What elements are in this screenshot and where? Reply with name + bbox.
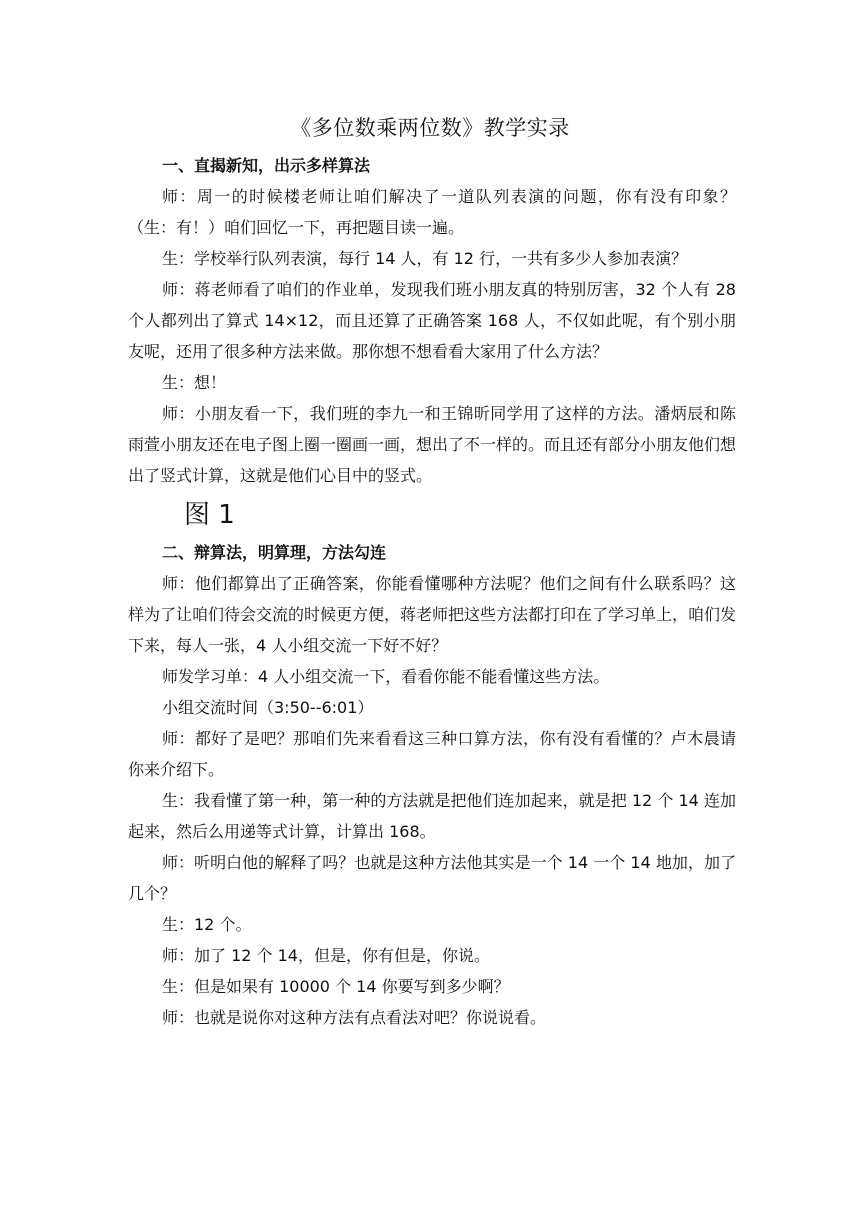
paragraph: 师：都好了是吧？那咱们先来看看这三种口算方法，你有没有看懂的？卢木晨请你来介绍下。 (128, 729, 736, 779)
paragraph: 师发学习单：4 人小组交流一下，看看你能不能看懂这些方法。 (162, 667, 610, 686)
document-body (128, 150, 736, 1033)
paragraph: 小组交流时间（3:50--6:01） (162, 698, 374, 717)
paragraph: 师：加了 12 个 14，但是，你有但是，你说。 (162, 946, 490, 965)
paragraph: 师：小朋友看一下，我们班的李九一和王锦昕同学用了这样的方法。潘炳辰和陈雨萱小朋友还在电子图上圈一圈画一画，想出了不一样的。而且还有部分小朋友他们想出了竖式计算，这就是他们心目中的竖式。 (128, 404, 737, 485)
paragraph: 生：学校举行队列表演，每行 14 人，有 12 行，一共有多少人参加表演？ (162, 249, 688, 268)
paragraph: 师：他们都算出了正确答案，你能看懂哪种方法呢？他们之间有什么联系吗？这样为了让咱们待会交流的时候更方便，蒋老师把这些方法都打印在了学习单上，咱们发下来，每人一张，4 人小组交流一下好不好？ (128, 574, 737, 655)
paragraph: 生：我看懂了第一种，第一种的方法就是把他们连加起来，就是把 12 个 14 连加起来，然后么用递等式计算，计算出 168。 (128, 791, 736, 841)
paragraph: 生：但是如果有 10000 个 14 你要写到多少啊？ (162, 977, 510, 996)
section-heading-2: 二、辩算法，明算理，方法勾连 (162, 543, 387, 562)
paragraph: 师：蒋老师看了咱们的作业单，发现我们班小朋友真的特别厉害，32 个人有 28 个人都列出了算式 14×12，而且还算了正确答案 168 人，不仅如此呢，有个别小朋友呢，还用了很多种方法来做。那你想不想看看大家用了什么方法？ (128, 280, 736, 361)
paragraph: 师：听明白他的解释了吗？也就是这种方法他其实是一个 14 一个 14 地加，加了几个？ (128, 853, 736, 903)
paragraph: 师：周一的时候楼老师让咱们解决了一道队列表演的问题，你有没有印象？（生：有！）咱们回忆一下，再把题目读一遍。 (128, 187, 736, 237)
paragraph: 师：也就是说你对这种方法有点看法对吧？你说说看。 (162, 1008, 547, 1027)
paragraph: 生：12 个。 (162, 915, 252, 934)
paragraph: 生：想！ (162, 373, 227, 392)
section-heading-1: 一、直揭新知，出示多样算法 (162, 156, 371, 175)
figure-label: 图 1 (184, 500, 235, 530)
document-title: 《多位数乘两位数》教学实录 (290, 116, 570, 140)
